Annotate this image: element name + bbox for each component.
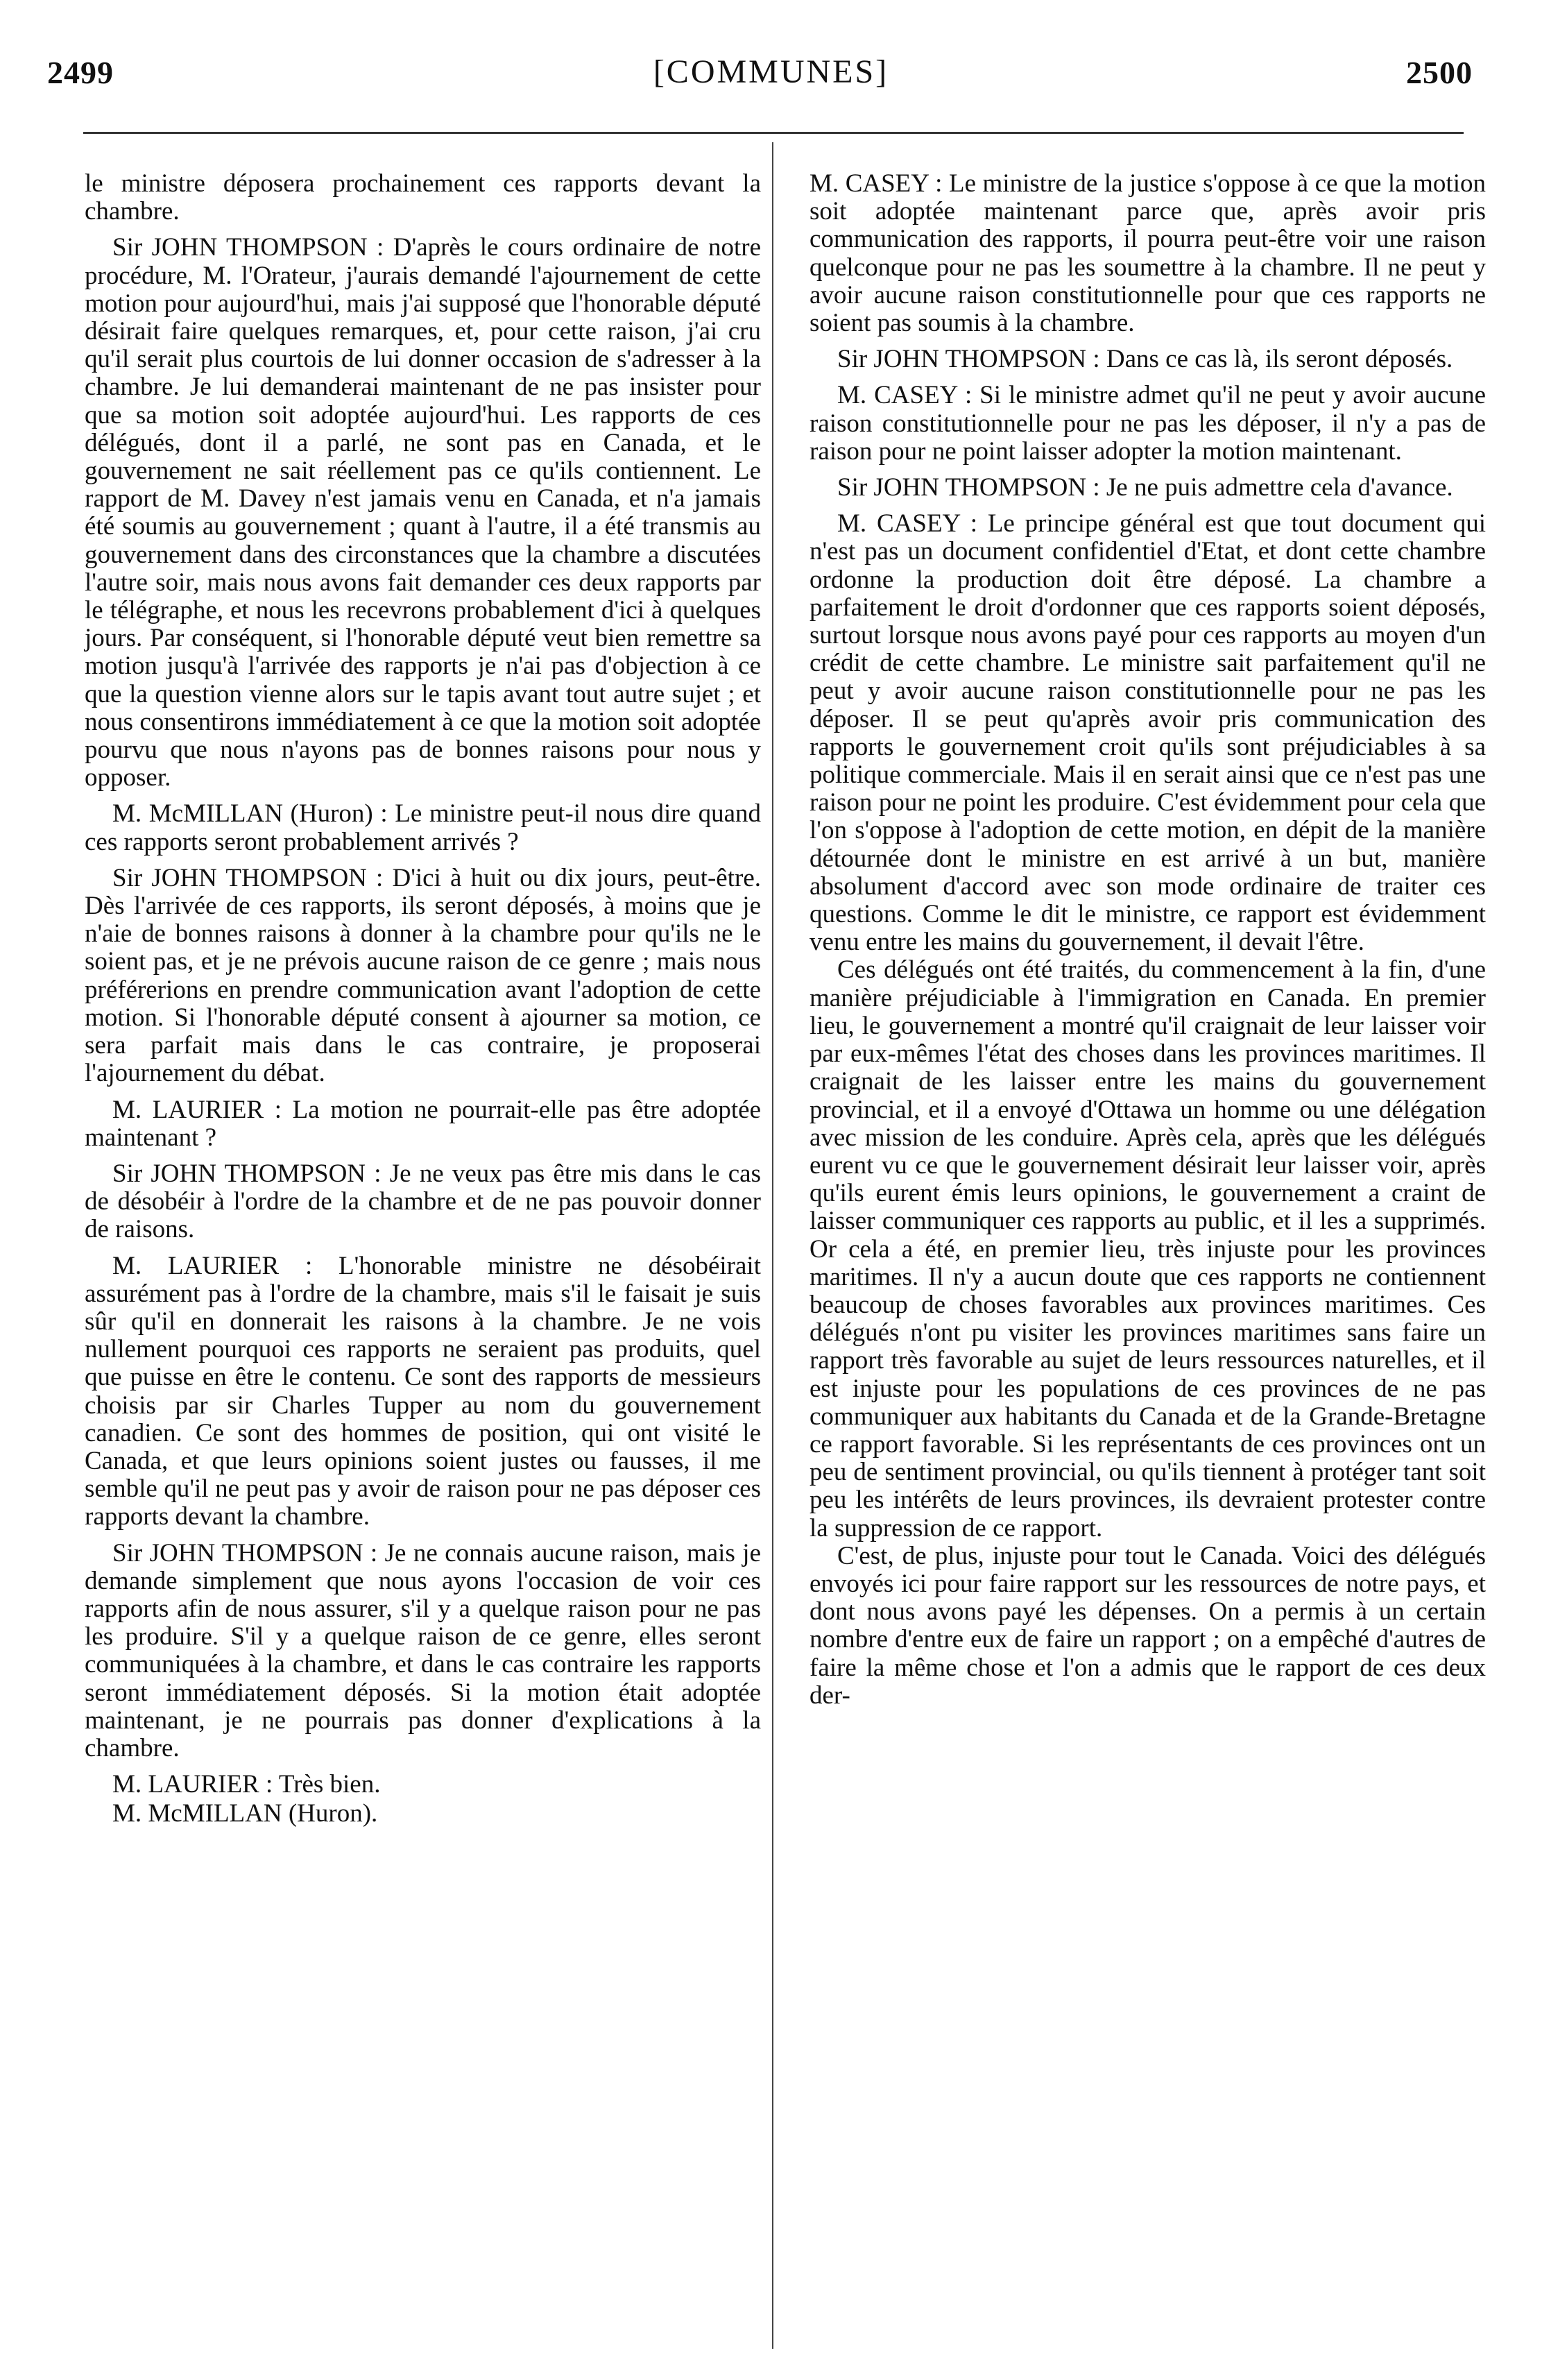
- left-column: [85, 170, 761, 1837]
- left-page-number: 2499: [47, 55, 114, 90]
- paragraph: M. CASEY : Le ministre de la justice s'oppose à ce que la motion soit adoptée maintenant parce que, après avoir pris communication des rapports, il pourra peut-être voir une raison quelconque pour ne pas les soumettre à la chambre. Il ne peut y avoir aucune raison constitutionnelle pour que ces rapports ne soient pas soumis à la chambre.: [809, 169, 1486, 338]
- paragraph: Sir JOHN THOMPSON : Je ne connais aucune raison, mais je demande simplement que nous ayons l'occasion de voir ces rapports afin de nous assurer, s'il y a quelque raison pour ne pas les produire. S'il y a quelque raison de ce genre, elles seront communiquées à la chambre, et dans le cas contraire les rapports seront immédiatement déposés. Si la motion était adoptée maintenant, je ne pourrais pas donner d'explications à la chambre.: [85, 1538, 761, 1762]
- running-title: [COMMUNES]: [653, 53, 889, 90]
- paragraph: M. LAURIER : La motion ne pourrait-elle pas être adoptée maintenant ?: [85, 1095, 761, 1152]
- page-header: [0, 0, 1542, 132]
- right-page-number: 2500: [1406, 55, 1473, 90]
- right-column: [809, 170, 1486, 1718]
- paragraph: Ces délégués ont été traités, du commencement à la fin, d'une manière préjudiciable à l'immigration en Canada. En premier lieu, le gouvernement a montré qu'il craignait de leur laisser voir par eux-mêmes l'état des choses dans les provinces maritimes. Il craignait de les laisser entre les mains du gouvernement provincial, et il a envoyé d'Ottawa un homme ou une délégation avec mission de les conduire. Après cela, après que les délégués eurent vu ce que le gouvernement désirait leur laisser voir, après qu'ils eurent émis leurs opinions, le gouvernement a craint de laisser communiquer ces rapports au public, et il les a supprimés. Or cela a été, en premier lieu, très injuste pour les provinces maritimes. Il n'y a aucun doute que ces rapports ne contiennent beaucoup de choses favorables aux provinces maritimes. Ces délégués n'ont pu visiter les provinces maritimes sans faire un rapport très favorable au sujet de leurs ressources naturelles, et il est injuste pour les populations de ces provinces de ne pas communiquer aux habitants du Canada et de la Grande-Bretagne ce rapport favorable. Si les représentants de ces provinces ont un peu de sentiment provincial, ou qu'ils tiennent à protéger tant soit peu les intérêts de leurs provinces, ils devraient protester contre la suppression de ce rapport.: [809, 955, 1486, 1542]
- paragraph: C'est, de plus, injuste pour tout le Canada. Voici des délégués envoyés ici pour faire rapport sur les ressources de notre pays, et dont nous avons payé les dépenses. On a permis à un certain nombre d'entre eux de faire un rapport ; on a empêché d'autres de faire la même chose et l'on a admis que le rapport de ces deux der-: [809, 1541, 1486, 1710]
- paragraph: M. McMILLAN (Huron).: [112, 1799, 378, 1828]
- header-rule: [83, 132, 1464, 134]
- paragraph: M. LAURIER : Très bien.: [112, 1770, 381, 1799]
- column-divider: [772, 142, 773, 2349]
- paragraph: Sir JOHN THOMPSON : D'ici à huit ou dix jours, peut-être. Dès l'arrivée de ces rapports, ils seront déposés, à moins que je n'aie de bonnes raisons à donner à la chambre pour qu'ils ne le soient pas, et je ne prévois aucune raison de ce genre ; mais nous préférerions en prendre communication avant l'adoption de cette motion. Si l'honorable député consent à ajourner sa motion, ce sera parfait mais dans le cas contraire, je proposerai l'ajournement du débat.: [85, 863, 761, 1088]
- paragraph: le ministre déposera prochainement ces rapports devant la chambre.: [85, 169, 761, 226]
- paragraph: Sir JOHN THOMPSON : Je ne puis admettre cela d'avance.: [837, 473, 1453, 502]
- paragraph: M. CASEY : Si le ministre admet qu'il ne peut y avoir aucune raison constitutionnelle pour ne pas les déposer, il n'y a pas de raison pour ne point laisser adopter la motion maintenant.: [809, 381, 1486, 466]
- paragraph: M. McMILLAN (Huron) : Le ministre peut-il nous dire quand ces rapports seront probablement arrivés ?: [85, 799, 761, 856]
- paragraph: Sir JOHN THOMPSON : Dans ce cas là, ils seront déposés.: [837, 345, 1453, 374]
- paragraph: M. CASEY : Le principe général est que tout document qui n'est pas un document confidentiel d'Etat, et dont cette chambre ordonne la production doit être déposé. La chambre a parfaitement le droit d'ordonner que ces rapports soient déposés, surtout lorsque nous avons payé pour ces rapports au moyen d'un crédit de cette chambre. Le ministre sait parfaitement qu'il ne peut y avoir aucune raison constitutionnelle pour ne pas les déposer. Il se peut qu'après avoir pris communication des rapports le gouvernement croit qu'ils sont préjudiciables à sa politique commerciale. Mais il en serait ainsi que ce n'est pas une raison pour ne point les produire. C'est évidemment pour cela que l'on s'oppose à l'adoption de cette motion, en dépit de la manière détournée dont le ministre en est arrivé à un but, manière absolument d'accord avec son mode ordinaire de traiter ces questions. Comme le dit le ministre, ce rapport est évidemment venu entre les mains du gouvernement, il devait l'être.: [809, 509, 1486, 957]
- paragraph: M. LAURIER : L'honorable ministre ne désobéirait assurément pas à l'ordre de la chambre, mais s'il le faisait je suis sûr qu'il en donnerait les raisons à la chambre. Je ne vois nullement pourquoi ces rapports ne seraient pas produits, quel que puisse en être le contenu. Ce sont des rapports de messieurs choisis par sir Charles Tupper au nom du gouvernement canadien. Ce sont des hommes de position, qui ont visité le Canada, et que leurs opinions soient justes ou fausses, il me semble qu'il ne peut pas y avoir de raison pour ne pas déposer ces rapports devant la chambre.: [85, 1251, 761, 1531]
- paragraph: Sir JOHN THOMPSON : Je ne veux pas être mis dans le cas de désobéir à l'ordre de la chambre et de ne pas pouvoir donner de raisons.: [85, 1159, 761, 1244]
- paragraph: Sir JOHN THOMPSON : D'après le cours ordinaire de notre procédure, M. l'Orateur, j'aurais demandé l'ajournement de cette motion pour aujourd'hui, mais j'ai supposé que l'honorable député désirait faire quelques remarques, et, pour cette raison, j'ai cru qu'il serait plus courtois de lui donner occasion de s'adresser à la chambre. Je lui demanderai maintenant de ne pas insister pour que sa motion soit adoptée aujourd'hui. Les rapports de ces délégués, dont il a parlé, ne sont pas en Canada, et le gouvernement ne sait réellement pas ce qu'ils contiennent. Le rapport de M. Davey n'est jamais venu en Canada, et n'a jamais été soumis au gouvernement ; quant à l'autre, il a été transmis au gouvernement dans des circonstances que la chambre a discutées l'autre soir, mais nous avons fait demander ces deux rapports par le télégraphe, et nous les recevrons probablement d'ici à quelques jours. Par conséquent, si l'honorable député veut bien remettre sa motion jusqu'à l'arrivée des rapports je n'ai pas d'objection à ce que la question vienne alors sur le tapis avant tout autre sujet ; et nous consentirons immédiatement à ce que la motion soit adoptée pourvu que nous n'ayons pas de bonnes raisons pour nous y opposer.: [85, 233, 761, 792]
